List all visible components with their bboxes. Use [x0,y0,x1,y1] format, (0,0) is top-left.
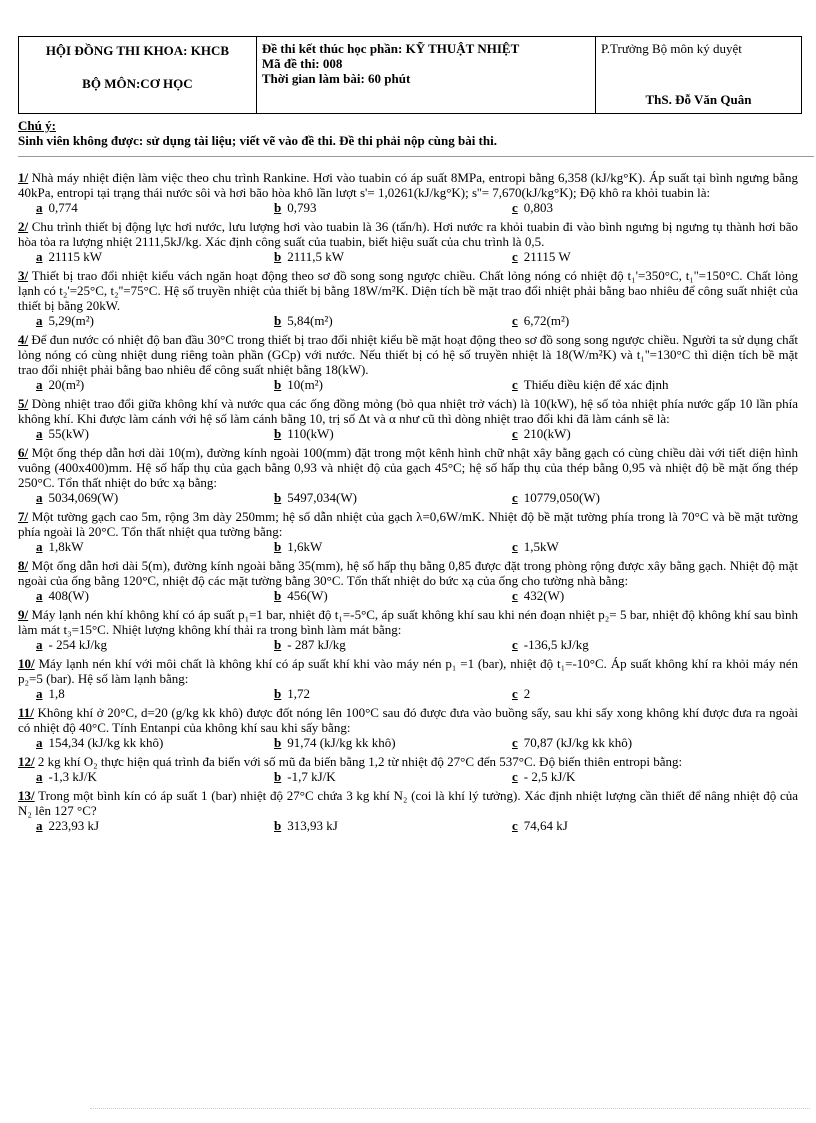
question-text: Một ống dẫn hơi dài 5(m), đường kính ngoài bằng 35(mm), hệ số hấp thụ bằng 0,85 được đặt trong phòng rộng được xây bằng gạch. Nhiệt độ mặt ngoài của ống bằng 120°C, nhiệt độ các mặt tường bằng 30°C. Tổn thất nhiệt do bức xạ của ống cho tường nhà bằng: [18,558,798,588]
question-text-block [18,558,798,588]
answer-options [18,769,798,785]
option-letter: a [36,313,43,328]
answer-option-b [274,686,310,701]
option-value: 91,74 (kJ/kg kk khô) [287,735,396,750]
answer-option-c [512,490,600,505]
answer-option-c [512,588,564,603]
option-value: 210(kW) [523,426,571,441]
option-letter: b [274,588,282,603]
option-letter: a [36,769,43,784]
question-number: 2/ [18,219,29,234]
option-value: 55(kW) [48,426,89,441]
question-number: 3/ [18,268,29,283]
option-value: 154,34 (kJ/kg kk khô) [48,735,164,750]
option-value: 21115 W [523,249,571,264]
question-item [18,332,798,393]
answer-option-a [36,588,89,603]
answer-option-b [274,490,357,505]
option-letter: a [36,490,43,505]
option-value: 223,93 kJ [48,818,100,833]
option-letter: a [36,588,43,603]
question-item [18,607,798,653]
option-value: 20(m²) [48,377,85,392]
question-text: Chu trình thiết bị động lực hơi nước, lưu lượng hơi vào tuabin là 36 (tấn/h). Hơi nước ra khỏi tuabin đi vào bình ngưng bị ngưng tụ thành hơi bão hòa tỏa ra lượng nhiệt 2111,5kJ/kg. Xác định công suất của tuabin, biết hiệu suất của chu trình là 0,5. [18,219,798,249]
option-value: 21115 kW [48,249,103,264]
question-number: 13/ [18,788,35,803]
option-letter: b [274,490,282,505]
option-value: 1,8 [48,686,65,701]
question-item [18,705,798,751]
exam-header-table [18,36,802,114]
answer-option-b [274,377,323,392]
option-letter: a [36,735,43,750]
answer-option-c [512,539,559,554]
question-text-block [18,754,798,769]
answer-option-a [36,539,84,554]
question-text-block [18,332,798,377]
answer-option-b [274,818,338,833]
question-text: Nhà máy nhiệt điện làm việc theo chu trình Rankine. Hơi vào tuabin có áp suất 8MPa, entropi bằng 6,358 (kJ/kg°K). Áp suất tại bình ngưng bằng 40kPa, entropi tại trạng thái nước sôi và hơi bão hòa khô lần lượt s'= 1,0261(kJ/kg°K); s''= 7,670(kJ/kg°K); Độ khô ra khỏi tuabin là: [18,170,798,200]
question-number: 12/ [18,754,35,769]
option-letter: c [512,735,518,750]
question-number: 4/ [18,332,29,347]
answer-option-c [512,200,553,215]
exam-code: Mã đề thi: 008 [261,56,343,71]
option-letter: b [274,377,282,392]
option-value: 74,64 kJ [523,818,568,833]
answer-option-a [36,426,89,441]
answer-option-b [274,426,334,441]
question-text-block [18,705,798,735]
answer-option-a [36,686,65,701]
signer-name: ThS. Đỗ Văn Quân [645,92,752,107]
answer-option-a [36,313,94,328]
question-item [18,656,798,702]
option-value: 456(W) [287,588,328,603]
answer-options [18,539,798,555]
option-letter: b [274,735,282,750]
option-letter: c [512,686,518,701]
answer-options [18,313,798,329]
option-value: -1,7 kJ/K [287,769,336,784]
exam-title: Đề thi kết thúc học phần: KỸ THUẬT NHIỆT [261,41,520,56]
option-value: - 254 kJ/kg [48,637,107,652]
answer-option-c [512,377,669,392]
answer-options [18,200,798,216]
answer-option-b [274,249,344,264]
option-value: 1,72 [287,686,310,701]
option-letter: b [274,539,282,554]
question-number: 7/ [18,509,29,524]
footer-divider [90,1108,810,1109]
question-text: Máy lạnh nén khí không khí có áp suất p₁=1 bar, nhiệt độ t₁=-5°C, áp suất không khí sau khi nén đoạn nhiệt p₂= 5 bar, nhiệt độ không khí sau bình làm mát t₃=15°C. Nhiệt lượng không khí thải ra trong bình làm mát bằng: [18,607,798,637]
option-letter: c [512,490,518,505]
option-letter: a [36,686,43,701]
answer-option-a [36,818,99,833]
question-text: Trong một bình kín có áp suất 1 (bar) nhiệt độ 27°C chứa 3 kg khí N₂ (coi là khí lý tưởng). Xác định nhiệt lượng cần thiết để nâng nhiệt độ của N₂ lên 127 °C? [18,788,798,818]
question-text-block [18,219,798,249]
department-name: BỘ MÔN:CƠ HỌC [82,76,193,91]
answer-option-a [36,490,118,505]
answer-option-a [36,735,163,750]
answer-options [18,249,798,265]
answer-option-a [36,200,78,215]
option-value: -1,3 kJ/K [48,769,97,784]
question-text: 2 kg khí O₂ thực hiện quá trình đa biến với số mũ đa biến bằng 1,2 từ nhiệt độ 27°C đến 537°C. Độ biến thiên entropi bằng: [34,754,683,769]
notice-text: Sinh viên không được: sử dụng tài liệu; viết vẽ vào đề thi. Đề thi phải nộp cùng bài thi. [18,133,497,148]
option-value: 313,93 kJ [287,818,338,833]
answer-option-c [512,426,571,441]
answer-option-a [36,769,97,784]
option-value: 5,29(m²) [48,313,94,328]
answer-options [18,818,798,834]
option-letter: c [512,588,518,603]
option-letter: b [274,818,282,833]
answer-option-c [512,686,530,701]
question-text-block [18,509,798,539]
question-number: 10/ [18,656,35,671]
option-letter: a [36,818,43,833]
header-left-cell [19,37,257,114]
option-value: 1,6kW [287,539,323,554]
answer-option-b [274,200,316,215]
answer-option-a [36,637,107,652]
answer-option-b [274,735,396,750]
option-value: 10(m²) [287,377,323,392]
question-number: 8/ [18,558,29,573]
answer-options [18,377,798,393]
option-letter: a [36,426,43,441]
option-letter: c [512,249,518,264]
option-value: 432(W) [523,588,565,603]
option-value: 0,803 [523,200,554,215]
question-text: Một tường gạch cao 5m, rộng 3m dày 250mm; hệ số dẫn nhiệt của gạch λ=0,6W/mK. Nhiệt độ bề mặt tường phía trong là 70°C và bề mặt tường phía ngoài là 20°C. Tổn thất nhiệt qua tường bằng: [18,509,798,539]
option-letter: a [36,637,43,652]
answer-option-c [512,313,569,328]
question-item [18,170,798,216]
answer-option-c [512,637,589,652]
option-letter: a [36,200,43,215]
question-text: Một ống thép dẫn hơi dài 10(m), đường kính ngoài 100(mm) đặt trong một kênh hình chữ nhật xây bằng gạch có cùng chiều dài với tiết diện hình vuông (400x400)mm. Hệ số hấp thụ của gạch bằng 0,93 và nhiệt độ của gạch 45°C; hệ số hấp thụ của thép bằng 0,95 và nhiệt độ bề mặt ống thép 250°C. Tổn thất nhiệt do bức xạ bằng: [18,445,798,490]
option-value: 408(W) [48,588,89,603]
question-item [18,219,798,265]
answer-option-b [274,539,322,554]
answer-option-b [274,588,328,603]
answer-options [18,735,798,751]
option-value: 5497,034(W) [287,490,357,505]
option-letter: a [36,377,43,392]
option-value: 6,72(m²) [523,313,570,328]
answer-option-c [512,818,568,833]
option-value: 5034,069(W) [48,490,119,505]
option-letter: c [512,377,518,392]
header-right-cell [595,37,801,114]
question-number: 1/ [18,170,29,185]
question-item [18,268,798,329]
option-value: 1,5kW [523,539,559,554]
answer-options [18,637,798,653]
question-item [18,509,798,555]
option-letter: c [512,200,518,215]
exam-duration: Thời gian làm bài: 60 phút [261,71,411,86]
option-value: 2111,5 kW [287,249,345,264]
option-letter: b [274,637,282,652]
approval-label: P.Trưởng Bộ môn ký duyệt [600,41,742,56]
question-item [18,754,798,785]
question-text-block [18,445,798,490]
header-divider [18,156,814,157]
question-number: 6/ [18,445,29,460]
option-letter: b [274,200,282,215]
option-value: -136,5 kJ/kg [523,637,589,652]
answer-options [18,490,798,506]
option-value: 0,774 [48,200,78,215]
question-text-block [18,396,798,426]
option-value: 70,87 (kJ/kg kk khô) [523,735,633,750]
answer-option-a [36,377,84,392]
question-list [18,170,798,837]
option-letter: b [274,426,282,441]
question-text-block [18,268,798,313]
option-letter: b [274,769,282,784]
exam-notice [18,118,802,148]
option-letter: c [512,769,518,784]
option-value: 2 [523,686,531,701]
question-text: Để đun nước có nhiệt độ ban đầu 30°C trong thiết bị trao đổi nhiệt kiểu bề mặt hoạt động theo sơ đồ song song ngược chiều. Người ta sử dụng chất lỏng nóng có cùng nhiệt dung riêng toàn phần (GCp) với nước. Nếu thiết bị có hệ số truyền nhiệt là 18(W/m²K) và t₁''=130°C thì diện tích bề mặt trao đổi nhiệt phải bằng bao nhiêu để công suất nhiệt bằng 18(kW). [18,332,798,377]
answer-options [18,426,798,442]
option-letter: c [512,313,518,328]
option-letter: b [274,313,282,328]
option-value: - 2,5 kJ/K [523,769,576,784]
council-name: HỘI ĐỒNG THI KHOA: KHCB [45,43,230,58]
question-item [18,788,798,834]
answer-option-c [512,769,575,784]
question-item [18,396,798,442]
question-text-block [18,170,798,200]
answer-option-c [512,735,632,750]
answer-option-c [512,249,571,264]
answer-option-b [274,637,346,652]
option-letter: b [274,686,282,701]
option-value: Thiếu điều kiện để xác định [523,377,669,392]
option-value: 1,8kW [48,539,84,554]
answer-option-b [274,313,333,328]
question-text: Thiết bị trao đổi nhiệt kiểu vách ngăn hoạt động theo sơ đồ song song ngược chiều. Chất lỏng nóng có nhiệt độ t₁'=350°C, t₁''=150°C. Chất lỏng lạnh có t₂'=25°C, t₂''=75°C. Hệ số truyền nhiệt của thiết bị bằng 18W/m²K. Diện tích bề mặt trao đổi nhiệt phải bằng bao nhiêu để công suất nhiệt của thiết bị bằng 20kW. [18,268,798,313]
option-letter: a [36,539,43,554]
question-text-block [18,656,798,686]
question-item [18,558,798,604]
question-text: Không khí ở 20°C, d=20 (g/kg kk khô) được đốt nóng lên 100°C sau đó được đưa vào buồng sấy, sau khi sấy xong không khí được đưa ra ngoài có nhiệt độ 40°C. Tính Entanpi của không khí sau khi sấy bằng: [18,705,798,735]
option-value: 0,793 [287,200,317,215]
answer-options [18,588,798,604]
question-text-block [18,788,798,818]
question-number: 9/ [18,607,29,622]
option-letter: c [512,426,518,441]
option-value: 5,84(m²) [287,313,333,328]
answer-options [18,686,798,702]
answer-option-b [274,769,336,784]
option-letter: c [512,818,518,833]
option-letter: c [512,637,518,652]
question-item [18,445,798,506]
option-value: 110(kW) [287,426,334,441]
question-text: Dòng nhiệt trao đổi giữa không khí và nước qua các ống đồng mỏng (bỏ qua nhiệt trở vách) là 10(kW), hệ số tỏa nhiệt phía nước gấp 10 lần phía không khí. Khi được làm cánh với hệ số làm cánh bằng 10, trị số Δt và α như cũ thì dòng nhiệt trao đổi khi đã làm cánh sẽ là: [18,396,798,426]
header-middle-cell [256,37,595,114]
option-letter: b [274,249,282,264]
question-text-block [18,607,798,637]
answer-option-a [36,249,102,264]
option-letter: c [512,539,518,554]
option-value: 10779,050(W) [523,490,600,505]
question-number: 11/ [18,705,34,720]
question-text: Máy lạnh nén khí với môi chất là không khí có áp suất khí khi vào máy nén p₁ =1 (bar), nhiệt độ t₁=-10°C. Áp suất không khí ra khỏi máy nén p₂=5 (bar). Hệ số làm lạnh bằng: [18,656,798,686]
question-number: 5/ [18,396,29,411]
option-value: - 287 kJ/kg [287,637,346,652]
notice-title: Chú ý: [18,118,56,133]
option-letter: a [36,249,43,264]
